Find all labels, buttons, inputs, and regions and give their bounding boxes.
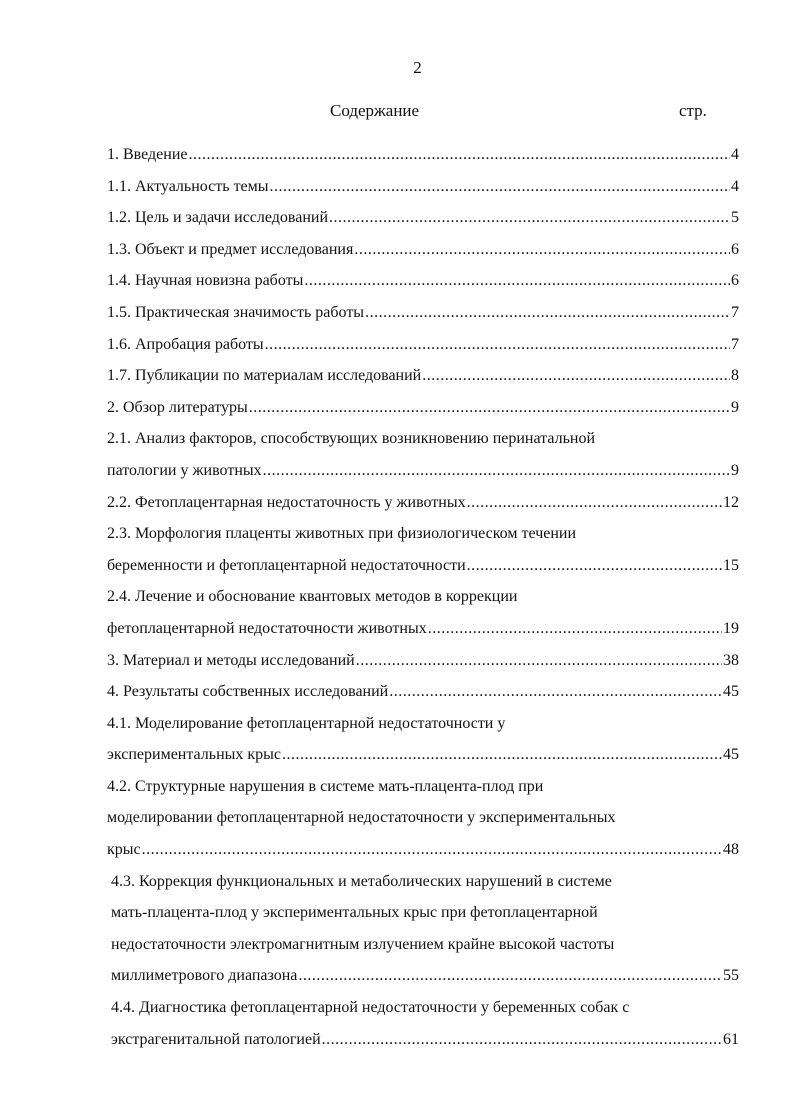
toc-entry-page: 45 <box>723 683 739 701</box>
toc-entry-page: 45 <box>723 746 739 764</box>
toc-entry-text: 1.5. Практическая значимость работы <box>107 303 365 321</box>
toc-entry-line <box>107 774 739 806</box>
dot-leader <box>298 963 722 989</box>
toc-entry <box>107 711 739 774</box>
toc-entry-line <box>107 268 739 300</box>
dot-leader <box>422 363 730 389</box>
dot-leader <box>428 616 722 642</box>
toc-entry-text: моделировании фетоплацентарной недостаточности у экспериментальных <box>107 809 616 827</box>
dot-leader <box>365 300 730 326</box>
toc-entry <box>107 679 739 711</box>
toc-entry-line <box>107 332 739 364</box>
toc-entry-page: 12 <box>723 493 739 511</box>
toc-entry-text: 4.1. Моделирование фетоплацентарной недостаточности у <box>107 714 506 732</box>
toc-entry-line <box>107 205 739 237</box>
toc-entry-page: 61 <box>723 1030 739 1048</box>
toc-entry <box>107 237 739 269</box>
toc-page-label: стр. <box>679 101 707 120</box>
toc-heading <box>0 101 795 125</box>
toc-entry <box>107 363 739 395</box>
toc-entry-page: 5 <box>731 209 739 227</box>
dot-leader <box>322 1027 722 1053</box>
toc-entry-line <box>107 458 739 490</box>
toc-entry-text: крыс <box>107 841 141 859</box>
toc-entry-page: 7 <box>731 303 739 321</box>
toc-entry-text: 1.7. Публикации по материалам исследований <box>107 367 422 385</box>
toc-entry-page: 4 <box>731 177 739 195</box>
toc-entry-text: экспериментальных крыс <box>107 746 282 764</box>
toc-entry <box>107 521 739 584</box>
table-of-contents <box>107 142 739 1058</box>
toc-entry-text: 4.4. Диагностика фетоплацентарной недостаточности у беременных собак с <box>111 999 630 1017</box>
toc-entry-line <box>107 837 739 869</box>
toc-entry-page: 38 <box>723 651 739 669</box>
toc-entry-page: 19 <box>723 619 739 637</box>
toc-entry <box>107 142 739 174</box>
dot-leader <box>467 553 722 579</box>
toc-entry <box>107 869 739 995</box>
toc-entry-text: недостаточности электромагнитным излучением крайне высокой частоты <box>111 935 615 953</box>
toc-entry-text: 1.6. Апробация работы <box>107 335 264 353</box>
toc-entry-line <box>107 648 739 680</box>
toc-entry-text: 4. Результаты собственных исследований <box>107 683 389 701</box>
toc-entry-text: 1.3. Объект и предмет исследования <box>107 240 354 258</box>
toc-entry-line <box>107 805 739 837</box>
toc-entry-text: миллиметрового диапазона <box>111 967 298 985</box>
toc-title: Содержание <box>330 101 420 120</box>
toc-entry-text: 3. Материал и методы исследований <box>107 651 355 669</box>
toc-entry-text: 1. Введение <box>107 146 188 163</box>
toc-entry <box>107 300 739 332</box>
toc-entry <box>107 332 739 364</box>
toc-entry <box>107 584 739 647</box>
dot-leader <box>263 458 730 484</box>
toc-entry <box>107 426 739 489</box>
toc-entry-line <box>107 679 739 711</box>
toc-entry-line <box>107 742 739 774</box>
dot-leader <box>389 679 722 705</box>
toc-entry-text: 2.2. Фетоплацентарная недостаточность у животных <box>107 493 466 511</box>
toc-entry-text: 4.3. Коррекция функциональных и метаболических нарушений в системе <box>111 872 612 890</box>
dot-leader <box>356 648 722 674</box>
toc-entry-line <box>111 963 739 995</box>
dot-leader <box>270 174 730 200</box>
toc-entry-line <box>107 553 739 585</box>
page-number: 2 <box>413 58 422 77</box>
toc-entry-text: 1.4. Научная новизна работы <box>107 272 304 290</box>
toc-entry-page: 7 <box>731 335 739 353</box>
dot-leader <box>329 205 730 231</box>
dot-leader <box>189 142 731 168</box>
toc-entry-text: 2.3. Морфология плаценты животных при физиологическом течении <box>107 525 577 543</box>
toc-entry-page: 6 <box>731 272 739 290</box>
toc-entry <box>107 395 739 427</box>
toc-entry-text: 1.2. Цель и задачи исследований <box>107 209 329 227</box>
toc-entry-text: патологии у животных <box>107 461 262 479</box>
toc-entry-text: 1.1. Актуальность темы <box>107 177 269 195</box>
toc-entry-page: 48 <box>723 841 739 859</box>
toc-entry-line <box>111 995 739 1027</box>
toc-entry-page: 6 <box>731 240 739 258</box>
toc-entry-line <box>111 932 739 964</box>
toc-entry-line <box>107 490 739 522</box>
toc-entry-text: фетоплацентарной недостаточности животных <box>107 619 427 637</box>
toc-entry-text: мать-плацента-плод у экспериментальных крыс при фетоплацентарной <box>111 904 598 922</box>
toc-entry-line <box>107 426 739 458</box>
dot-leader <box>467 490 722 516</box>
toc-entry-text: 2. Обзор литературы <box>107 398 248 416</box>
toc-entry-page: 4 <box>731 146 739 163</box>
toc-entry <box>107 205 739 237</box>
toc-entry-line <box>107 584 739 616</box>
toc-entry-page: 9 <box>731 461 739 479</box>
toc-entry-text: беременности и фетоплацентарной недостаточности <box>107 556 466 574</box>
toc-entry-line <box>111 900 739 932</box>
dot-leader <box>282 742 722 768</box>
toc-entry-page: 9 <box>731 398 739 416</box>
dot-leader <box>142 837 722 863</box>
dot-leader <box>354 237 730 263</box>
toc-entry-line <box>107 521 739 553</box>
toc-entry-text: 2.4. Лечение и обоснование квантовых методов в коррекции <box>107 588 518 606</box>
toc-entry-text: экстрагенитальной патологией <box>111 1030 321 1048</box>
toc-entry-line <box>107 174 739 206</box>
toc-entry-line <box>107 300 739 332</box>
toc-entry <box>107 174 739 206</box>
toc-entry-text: 4.2. Структурные нарушения в системе мать-плацента-плод при <box>107 777 544 795</box>
toc-entry-line <box>107 363 739 395</box>
toc-entry-page: 15 <box>723 556 739 574</box>
toc-entry-line <box>107 142 739 174</box>
toc-entry-line <box>111 869 739 901</box>
dot-leader <box>304 268 730 294</box>
dot-leader <box>265 332 730 358</box>
toc-entry-page: 8 <box>731 367 739 385</box>
toc-entry-line <box>107 237 739 269</box>
toc-entry-page: 55 <box>723 967 739 985</box>
toc-entry-line <box>111 1027 739 1059</box>
toc-entry <box>107 268 739 300</box>
toc-entry <box>107 774 739 869</box>
dot-leader <box>249 395 730 421</box>
toc-entry <box>107 648 739 680</box>
toc-entry <box>107 490 739 522</box>
toc-entry-line <box>107 711 739 743</box>
toc-entry <box>107 995 739 1058</box>
toc-entry-line <box>107 616 739 648</box>
toc-entry-line <box>107 395 739 427</box>
toc-entry-text: 2.1. Анализ факторов, способствующих возникновению перинатальной <box>107 430 596 448</box>
